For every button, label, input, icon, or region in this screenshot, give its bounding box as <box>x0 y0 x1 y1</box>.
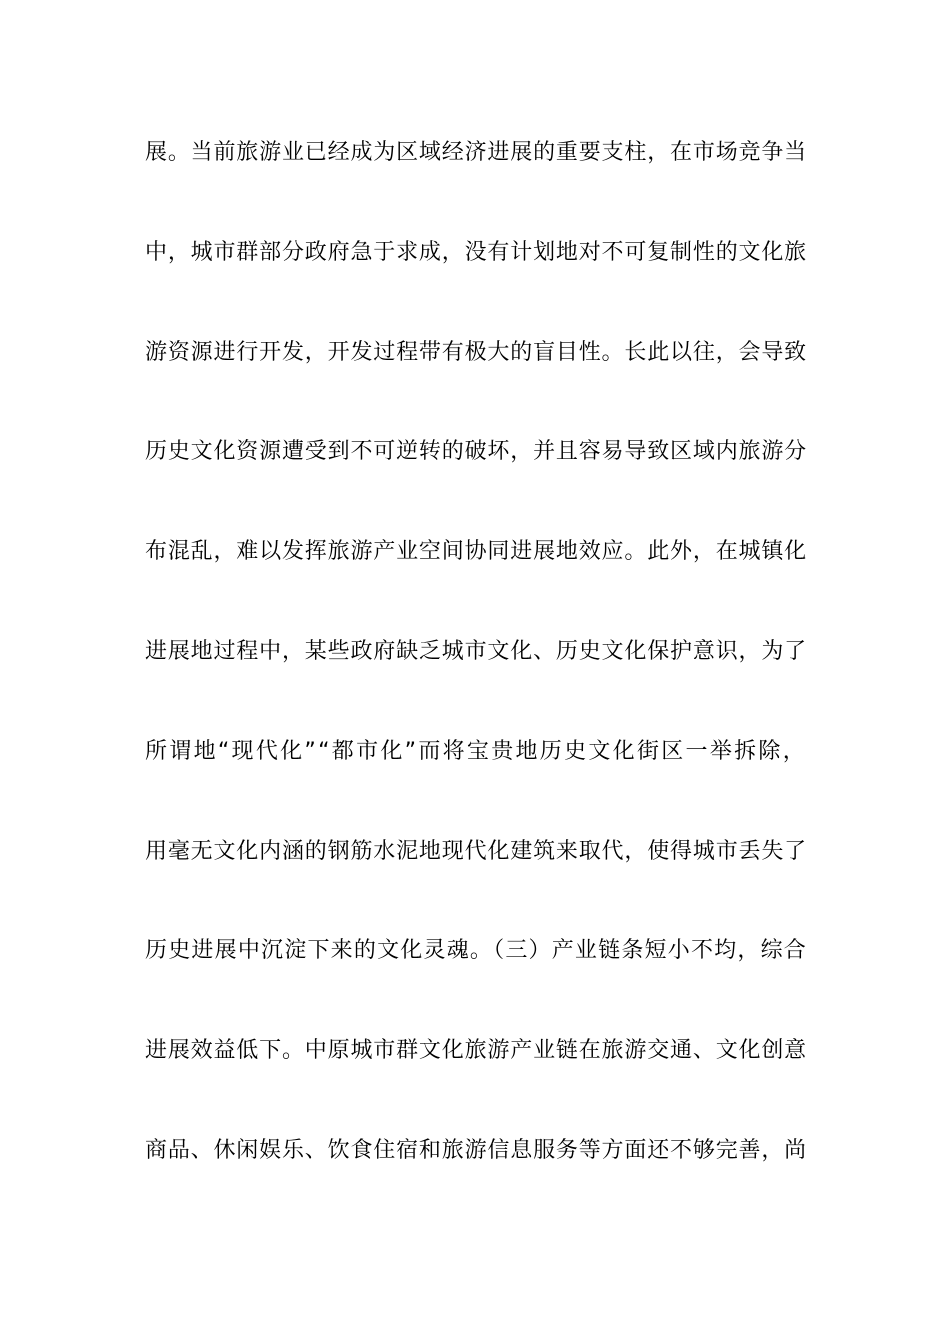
text-line: 历史文化资源遭受到不可逆转的破坏，并且容易导致区域内旅游分 <box>145 439 808 465</box>
text-line: 展。当前旅游业已经成为区域经济进展的重要支柱，在市场竞争当 <box>145 140 808 165</box>
text-line: 中，城市群部分政府急于求成，没有计划地对不可复制性的文化旅 <box>145 239 808 265</box>
text-line: 所谓地“现代化”“都市化”而将宝贵地历史文化街区一举拆除， <box>145 738 807 764</box>
text-line: 商品、休闲娱乐、饮食住宿和旅游信息服务等方面还不够完善，尚 <box>145 1137 808 1163</box>
text-line: 进展地过程中，某些政府缺乏城市文化、历史文化保护意识，为了 <box>145 638 808 664</box>
text-line: 游资源进行开发，开发过程带有极大的盲目性。长此以往，会导致 <box>145 339 808 365</box>
body-paragraph <box>145 130 807 1228</box>
text-line: 布混乱，难以发挥旅游产业空间协同进展地效应。此外，在城镇化 <box>145 539 808 565</box>
text-line: 用毫无文化内涵的钢筋水泥地现代化建筑来取代，使得城市丢失了 <box>145 838 808 864</box>
text-line: 历史进展中沉淀下来的文化灵魂。（三）产业链条短小不均，综合 <box>145 938 808 964</box>
text-line: 进展效益低下。中原城市群文化旅游产业链在旅游交通、文化创意 <box>145 1038 808 1064</box>
